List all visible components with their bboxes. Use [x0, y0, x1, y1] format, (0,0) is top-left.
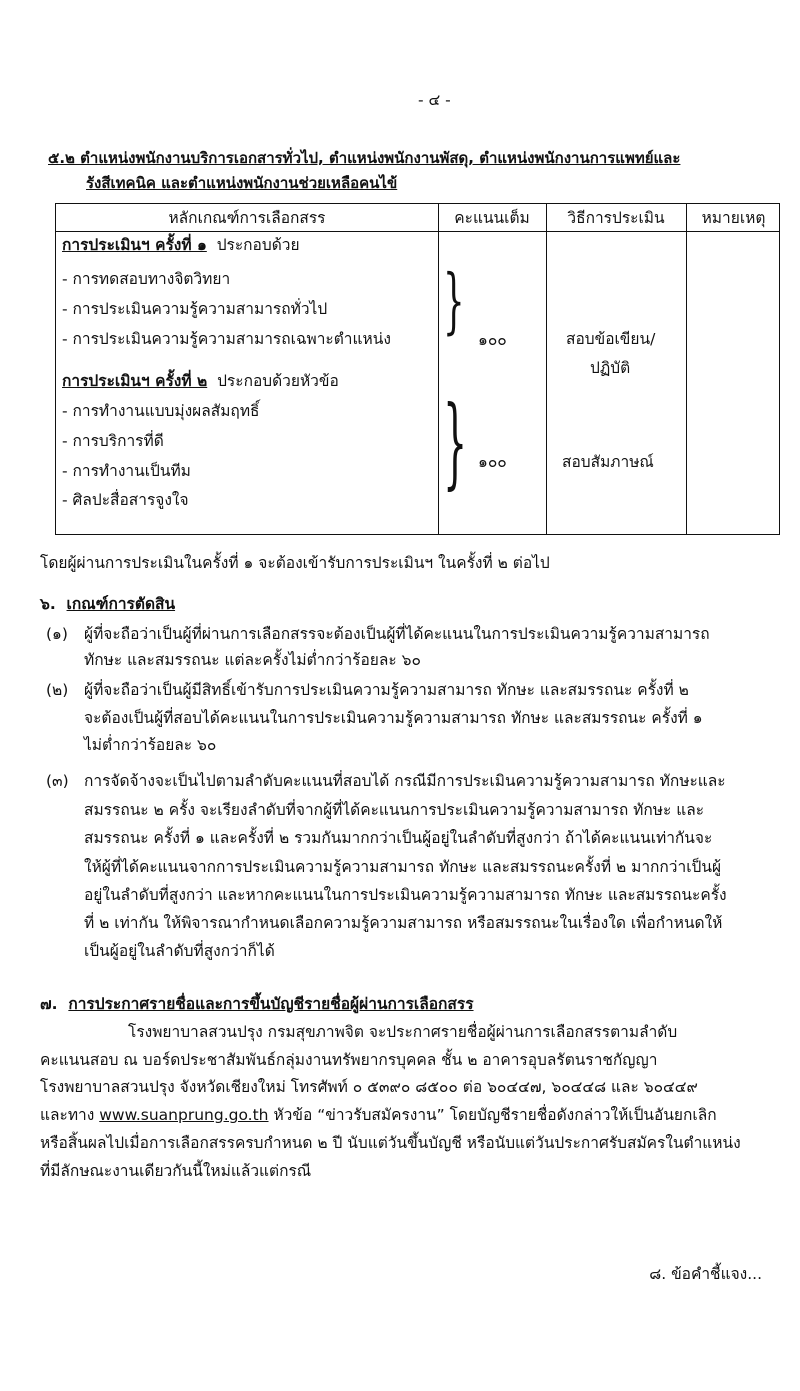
- section-7-line: โรงพยาบาลสวนปรุง จังหวัดเชียงใหม่ โทรศัพท์ ๐ ๕๓๙๐ ๘๕๐๐ ต่อ ๖๐๔๔๗, ๖๐๔๔๘ และ ๖๐๔๔๙: [40, 1078, 698, 1096]
- round2-item: - ศิลปะสื่อสารจูงใจ: [62, 491, 189, 509]
- item-label: (๒): [46, 681, 69, 699]
- item-line: ไม่ต่ำกว่าร้อยละ ๖๐: [84, 736, 217, 754]
- round2-heading-suffix: ประกอบด้วยหัวข้อ: [217, 372, 339, 390]
- round1-method-line1: สอบข้อเขียน/: [566, 330, 656, 348]
- round2-heading: การประเมินฯ ครั้งที่ ๒: [62, 372, 208, 390]
- round2-brace: }: [443, 384, 468, 500]
- section-7-heading: [40, 992, 474, 1016]
- page-number: - ๔ -: [418, 91, 451, 109]
- item-line: จะต้องเป็นผู้ที่สอบได้คะแนนในการประเมินความรู้ความสามารถ ทักษะ และสมรรถนะ ครั้งที่ ๑: [84, 709, 703, 727]
- section-6-title: เกณฑ์การตัดสิน: [66, 595, 176, 613]
- round1-heading-row: [62, 233, 300, 257]
- item-line: ให้ผู้ที่ได้คะแนนจากการประเมินความรู้ความสามารถ ทักษะ และสมรรถนะครั้งที่ ๒ มากกว่าเป็นผู้: [84, 858, 722, 876]
- item-line: ผู้ที่จะถือว่าเป็นผู้ที่ผ่านการเลือกสรรจะต้องเป็นผู้ที่ได้คะแนนในการประเมินความรู้ความสามารถ: [84, 625, 710, 643]
- item-line: การจัดจ้างจะเป็นไปตามลำดับคะแนนที่สอบได้ กรณีมีการประเมินความรู้ความสามารถ ทักษะและ: [84, 772, 726, 790]
- header-criteria: หลักเกณฑ์การเลือกสรร: [168, 209, 326, 227]
- item-line: สมรรถนะ ๒ ครั้ง จะเรียงลำดับที่จากผู้ที่ได้คะแนนการประเมินความรู้ความสามารถ ทักษะ และ: [84, 801, 705, 819]
- next-page-marker: ๘. ข้อคำชี้แจง...: [649, 1265, 762, 1283]
- section-7-line: ที่มีลักษณะงานเดียวกันนี้ใหม่แล้วแต่กรณี: [40, 1162, 312, 1180]
- line-prefix: และทาง: [40, 1106, 95, 1124]
- round2-method: สอบสัมภาษณ์: [562, 453, 654, 471]
- round1-item: - การประเมินความรู้ความสามารถเฉพาะตำแหน่ง: [62, 330, 391, 348]
- round1-item: - การประเมินความรู้ความสามารถทั่วไป: [62, 300, 328, 318]
- section-7-line: คะแนนสอบ ณ บอร์ดประชาสัมพันธ์กลุ่มงานทรัพยากรบุคคล ชั้น ๒ อาคารอุบลรัตนราชกัญญา: [40, 1051, 658, 1069]
- section-6-number: ๖.: [40, 595, 56, 613]
- item-label: (๓): [46, 772, 69, 790]
- round1-heading: การประเมินฯ ครั้งที่ ๑: [62, 236, 207, 254]
- item-line: ผู้ที่จะถือว่าเป็นผู้มีสิทธิ์เข้ารับการประเมินความรู้ความสามารถ ทักษะ และสมรรถนะ ครั้งที่ ๒: [84, 681, 689, 699]
- header-method: วิธีการประเมิน: [567, 209, 665, 227]
- section-6-heading: [40, 592, 175, 616]
- round2-item: - การทำงานแบบมุ่งผลสัมฤทธิ์: [62, 402, 260, 420]
- item-label: (๑): [46, 625, 68, 643]
- round2-score: ๑๐๐: [478, 453, 507, 471]
- round2-heading-row: [62, 369, 339, 393]
- section-7-line: หรือสิ้นผลไปเมื่อการเลือกสรรครบกำหนด ๒ ปี นับแต่วันขึ้นบัญชี หรือนับแต่วันประกาศรับสมัครในตำแหน่ง: [40, 1134, 741, 1152]
- round1-brace: }: [443, 260, 465, 344]
- round2-item: - การทำงานเป็นทีม: [62, 462, 191, 480]
- line-suffix: หัวข้อ “ข่าวรับสมัครงาน” โดยบัญชีรายชื่อดังกล่าวให้เป็นอันยกเลิก: [273, 1106, 717, 1124]
- round1-item: - การทดสอบทางจิตวิทยา: [62, 270, 231, 288]
- item-line: เป็นผู้อยู่ในลำดับที่สูงกว่าก็ได้: [84, 942, 275, 960]
- website-link[interactable]: www.suanprung.go.th: [99, 1106, 269, 1124]
- item-line: สมรรถนะ ครั้งที่ ๑ และครั้งที่ ๒ รวมกันมากกว่าเป็นผู้อยู่ในลำดับที่สูงกว่า ถ้าได้คะแนนเท่ากันจะ: [84, 829, 713, 847]
- section-7-title: การประกาศรายชื่อและการขึ้นบัญชีรายชื่อผู้ผ่านการเลือกสรร: [68, 995, 474, 1013]
- section-5-2-title-line2: รังสีเทคนิค และตำแหน่งพนักงานช่วยเหลือคนไข้: [86, 174, 398, 192]
- section-5-2-title-line1: ๕.๒ ตำแหน่งพนักงานบริการเอกสารทั่วไป, ตำแหน่งพนักงานพัสดุ, ตำแหน่งพนักงานการแพทย์และ: [48, 149, 681, 167]
- item-line: ทักษะ และสมรรถนะ แต่ละครั้งไม่ต่ำกว่าร้อยละ ๖๐: [84, 651, 421, 669]
- round2-item: - การบริการที่ดี: [62, 432, 164, 450]
- section-5-2-note: โดยผู้ผ่านการประเมินในครั้งที่ ๑ จะต้องเข้ารับการประเมินฯ ในครั้งที่ ๒ ต่อไป: [40, 554, 550, 572]
- header-remarks: หมายเหตุ: [701, 209, 766, 227]
- round1-heading-suffix: ประกอบด้วย: [216, 236, 300, 254]
- item-line: อยู่ในลำดับที่สูงกว่า และหากคะแนนในการประเมินความรู้ความสามารถ ทักษะ และสมรรถนะครั้ง: [84, 886, 727, 904]
- header-full-score: คะแนนเต็ม: [454, 209, 530, 227]
- item-line: ที่ ๒ เท่ากัน ให้พิจารณากำหนดเลือกความรู้ความสามารถ หรือสมรรถนะในเรื่องใด เพื่อกำหนดให้: [84, 914, 723, 932]
- section-7-number: ๗.: [40, 995, 58, 1013]
- round1-score: ๑๐๐: [478, 331, 507, 349]
- section-7-line: โรงพยาบาลสวนปรุง กรมสุขภาพจิต จะประกาศรายชื่อผู้ผ่านการเลือกสรรตามลำดับ: [128, 1023, 678, 1041]
- section-7-line: [40, 1103, 717, 1127]
- round1-method-line2: ปฏิบัติ: [590, 359, 631, 377]
